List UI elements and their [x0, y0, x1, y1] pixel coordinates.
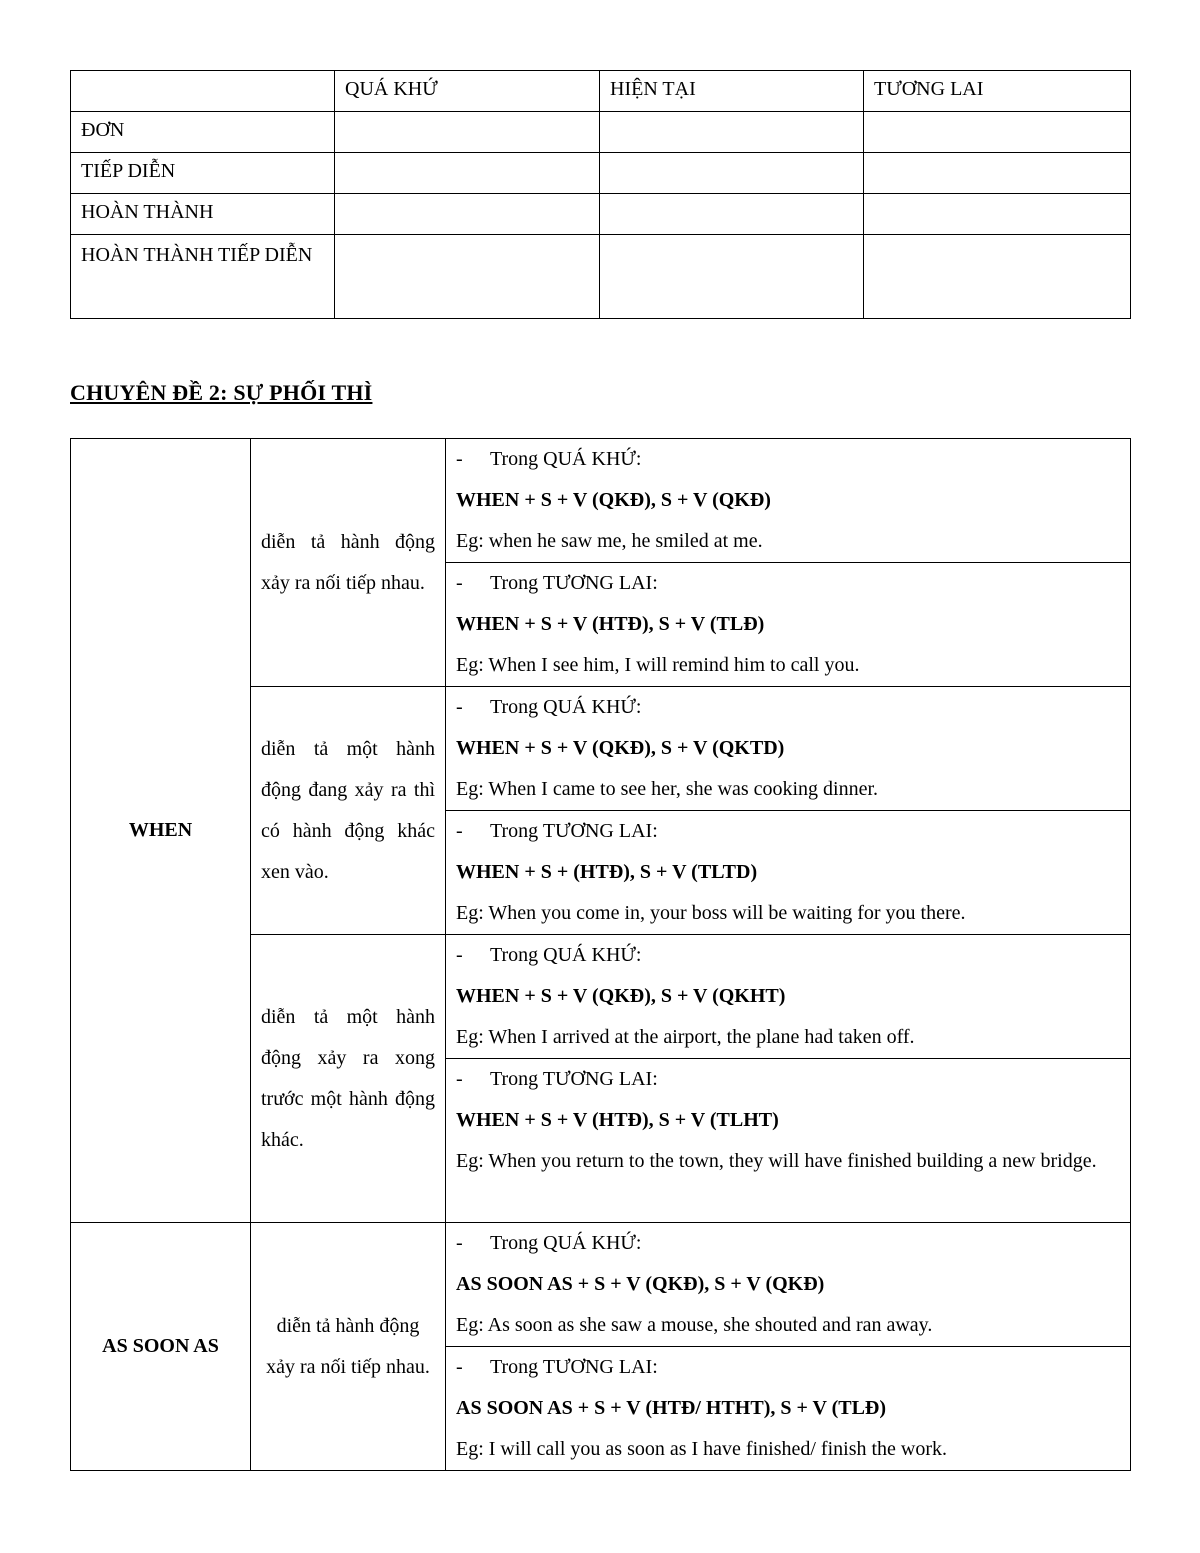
- rule-row: [71, 1223, 1131, 1347]
- rule-formula: AS SOON AS + S + V (QKĐ), S + V (QKĐ): [456, 1273, 825, 1295]
- rule-case: [446, 935, 1131, 1059]
- keyword-as-soon-as: AS SOON AS: [71, 1223, 251, 1471]
- tense-header-future: TƯƠNG LAI: [864, 71, 1131, 112]
- dash-bullet: -: [456, 1356, 463, 1378]
- rule-row: [71, 439, 1131, 563]
- tense-cell: [864, 235, 1131, 319]
- dash-bullet: -: [456, 448, 463, 470]
- rule-example: Eg: When I see him, I will remind him to call you.: [456, 654, 860, 676]
- rule-context: - Trong TƯƠNG LAI:: [456, 811, 1120, 852]
- tense-cell: [864, 194, 1131, 235]
- rule-context: - Trong TƯƠNG LAI:: [456, 1059, 1120, 1100]
- dash-bullet: -: [456, 1232, 463, 1254]
- rule-context: - Trong QUÁ KHỨ:: [456, 1223, 1120, 1264]
- rule-formula: AS SOON AS + S + V (HTĐ/ HTHT), S + V (TLĐ): [456, 1397, 887, 1419]
- rule-formula: WHEN + S + (HTĐ), S + V (TLTD): [456, 861, 758, 883]
- tense-cell: [335, 153, 600, 194]
- tense-cell: [600, 194, 864, 235]
- tense-cell: [864, 153, 1131, 194]
- tense-cell: [864, 112, 1131, 153]
- rule-example: Eg: When I came to see her, she was cooking dinner.: [456, 778, 879, 800]
- dash-bullet: -: [456, 944, 463, 966]
- rule-context: - Trong QUÁ KHỨ:: [456, 687, 1120, 728]
- rule-formula: WHEN + S + V (QKĐ), S + V (QKĐ): [456, 489, 771, 511]
- section-title: CHUYÊN ĐỀ 2: SỰ PHỐI THÌ: [70, 380, 373, 405]
- rule-example: Eg: As soon as she saw a mouse, she shouted and ran away.: [456, 1314, 933, 1336]
- rule-context: - Trong TƯƠNG LAI:: [456, 1347, 1120, 1388]
- tense-table: [70, 70, 1131, 319]
- tense-cell: [600, 112, 864, 153]
- rule-case: [446, 811, 1131, 935]
- rule-description: diễn tả một hành động đang xảy ra thì có hành động khác xen vào.: [251, 687, 446, 935]
- tense-header-row: [71, 71, 1131, 112]
- tense-cell: [335, 112, 600, 153]
- rule-formula: WHEN + S + V (HTĐ), S + V (TLHT): [456, 1109, 779, 1131]
- rule-description: diễn tả hành động xảy ra nối tiếp nhau.: [251, 1223, 446, 1471]
- rule-context: - Trong QUÁ KHỨ:: [456, 935, 1120, 976]
- tense-cell: [600, 235, 864, 319]
- rule-formula: WHEN + S + V (QKĐ), S + V (QKHT): [456, 985, 786, 1007]
- rule-case: [446, 563, 1131, 687]
- tense-row-label: TIẾP DIỄN: [71, 153, 335, 194]
- rule-example: Eg: when he saw me, he smiled at me.: [456, 530, 763, 552]
- tense-cell: [335, 194, 600, 235]
- tense-cell: [335, 235, 600, 319]
- tense-row-label: HOÀN THÀNH: [71, 194, 335, 235]
- tense-row: [71, 153, 1131, 194]
- dash-bullet: -: [456, 696, 463, 718]
- tense-row: [71, 112, 1131, 153]
- rule-description: diễn tả hành động xảy ra nối tiếp nhau.: [251, 439, 446, 687]
- rule-example: Eg: I will call you as soon as I have finished/ finish the work.: [456, 1438, 948, 1460]
- rule-case: [446, 1223, 1131, 1347]
- rule-example: Eg: When you come in, your boss will be waiting for you there.: [456, 902, 966, 924]
- rule-case: [446, 439, 1131, 563]
- tense-row-label: ĐƠN: [71, 112, 335, 153]
- rule-formula: WHEN + S + V (HTĐ), S + V (TLĐ): [456, 613, 765, 635]
- tense-header-present: HIỆN TẠI: [600, 71, 864, 112]
- tense-row-label: HOÀN THÀNH TIẾP DIỄN: [71, 235, 335, 319]
- rule-context: - Trong QUÁ KHỨ:: [456, 439, 1120, 480]
- tense-row: [71, 235, 1131, 319]
- rule-context: - Trong TƯƠNG LAI:: [456, 563, 1120, 604]
- dash-bullet: -: [456, 1068, 463, 1090]
- rule-case: [446, 1059, 1131, 1223]
- rule-example: Eg: When I arrived at the airport, the plane had taken off.: [456, 1026, 915, 1048]
- rule-formula: WHEN + S + V (QKĐ), S + V (QKTD): [456, 737, 785, 759]
- keyword-when: WHEN: [71, 439, 251, 1223]
- rule-example: Eg: When you return to the town, they will have finished building a new bridge.: [456, 1150, 1097, 1172]
- rule-case: [446, 1347, 1131, 1471]
- rule-case: [446, 687, 1131, 811]
- rules-table: [70, 438, 1131, 1471]
- dash-bullet: -: [456, 820, 463, 842]
- tense-row: [71, 194, 1131, 235]
- rule-description: diễn tả một hành động xảy ra xong trước một hành động khác.: [251, 935, 446, 1223]
- tense-header-corner: [71, 71, 335, 112]
- tense-cell: [600, 153, 864, 194]
- tense-header-past: QUÁ KHỨ: [335, 71, 600, 112]
- dash-bullet: -: [456, 572, 463, 594]
